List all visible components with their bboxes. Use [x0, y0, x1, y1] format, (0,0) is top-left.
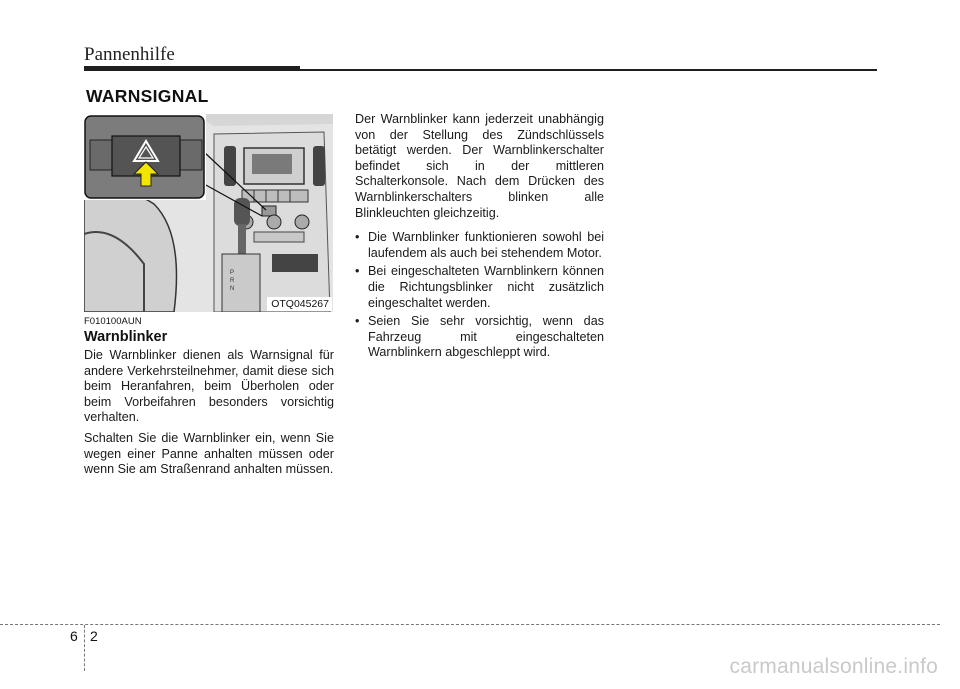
hazard-switch-illustration: [84, 114, 333, 312]
list-item: [355, 230, 604, 261]
bullet-list: [355, 230, 604, 361]
bullet-icon: •: [355, 314, 360, 329]
dashboard-drawing: [84, 114, 333, 312]
bullet-text: Seien Sie sehr vorsichtig, wenn das Fahrzeug mit eingeschalteten Warnblinkern abgeschleppt wird.: [368, 314, 604, 360]
watermark: carmanualsonline.info: [729, 655, 938, 678]
left-column: [84, 348, 334, 483]
svg-text:P: P: [230, 270, 235, 276]
right-paragraph: Der Warnblinker kann jederzeit unabhängig von der Stellung des Zündschlüssels betätigt werden. Der Warnblinkerschalter befindet sich in der mittleren Schalterkonsole. Nach dem Drücken des Warnblinkerschalters blinken alle Blinkleuchten gleichzeitig.: [355, 112, 604, 220]
list-item: [355, 314, 604, 361]
left-paragraph-1: Die Warnblinker dienen als Warnsignal für andere Verkehrsteilnehmer, damit diese sich beim Heranfahren, beim Überholen oder beim Vorbeifahren besonders vorsichtig verhalten.: [84, 348, 334, 425]
section-header: Pannenhilfe: [84, 44, 175, 65]
header-rule-thin: [300, 69, 877, 71]
footer-divider: [84, 625, 85, 671]
page-title: WARNSIGNAL: [86, 86, 209, 106]
subtitle: Warnblinker: [84, 329, 168, 345]
bullet-text: Die Warnblinker funktionieren sowohl bei laufendem als auch bei stehendem Motor.: [368, 230, 604, 260]
svg-text:N: N: [230, 286, 235, 292]
bullet-icon: •: [355, 264, 360, 279]
footer-rule: [0, 624, 940, 625]
bullet-text: Bei eingeschalteten Warnblinkern können die Richtungsblinker nicht zusätzlich eingeschaltet werden.: [368, 264, 604, 310]
figure-caption: OTQ045267: [267, 297, 332, 311]
bullet-icon: •: [355, 230, 360, 245]
page-number: 2: [90, 628, 98, 644]
section-code: F010100AUN: [84, 316, 142, 327]
chapter-number: 6: [70, 628, 78, 644]
svg-text:R: R: [230, 278, 235, 284]
header-rule-thick: [84, 66, 300, 71]
left-paragraph-2: Schalten Sie die Warnblinker ein, wenn Sie wegen einer Panne anhalten müssen oder wenn Sie am Straßenrand anhalten müssen.: [84, 430, 334, 477]
list-item: [355, 264, 604, 311]
right-column: [355, 112, 604, 364]
